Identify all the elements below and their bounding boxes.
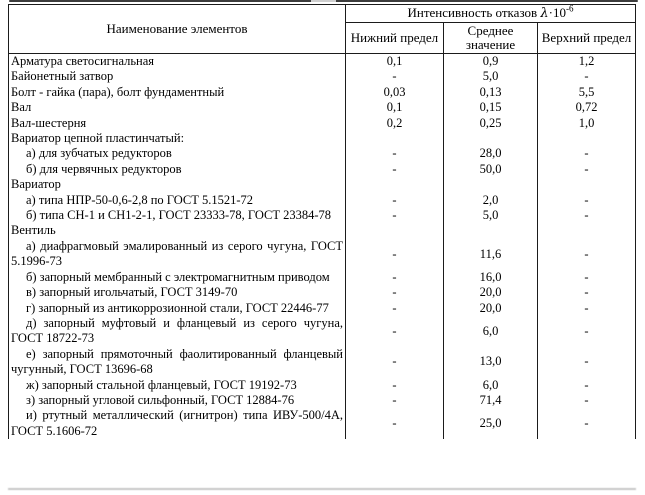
table-row: [9, 347, 636, 378]
average-value-cell: 16,0: [444, 270, 538, 285]
lower-limit-cell: -: [346, 347, 444, 378]
upper-limit-cell: -: [538, 393, 636, 408]
group-header-title: Интенсивность отказов: [407, 5, 538, 20]
element-name-cell: Вариатор: [9, 177, 346, 192]
column-header-element-name: Наименование элементов: [9, 5, 346, 54]
average-value-cell: 11,6: [444, 239, 538, 270]
element-name-cell: а) диафрагмовый эмалированный из серого чугуна, ГОСТ 5.1996-73: [9, 239, 346, 270]
average-value-cell: 0,9: [444, 54, 538, 70]
lower-limit-cell: -: [346, 301, 444, 316]
upper-limit-cell: [538, 223, 636, 238]
average-value-cell: 71,4: [444, 393, 538, 408]
lower-limit-cell: -: [346, 393, 444, 408]
column-group-header-failure-rate: [346, 5, 636, 23]
lower-limit-cell: -: [346, 378, 444, 393]
lower-limit-cell: [346, 131, 444, 146]
upper-limit-cell: -: [538, 193, 636, 208]
element-name-cell: Арматура светосигнальная: [9, 54, 346, 70]
upper-limit-cell: -: [538, 301, 636, 316]
table-row: [9, 285, 636, 300]
average-value-cell: 20,0: [444, 285, 538, 300]
upper-limit-cell: -: [538, 347, 636, 378]
table-row: [9, 270, 636, 285]
element-name-cell: Вариатор цепной пластинчатый:: [9, 131, 346, 146]
lower-limit-cell: 0,2: [346, 116, 444, 131]
element-name-cell: б) типа СН-1 и СН1-2-1, ГОСТ 23333-78, ГОСТ 23384-78: [9, 208, 346, 223]
table-row: [9, 393, 636, 408]
upper-limit-cell: [538, 177, 636, 192]
table-row: [9, 177, 636, 192]
average-value-cell: 28,0: [444, 146, 538, 161]
lower-limit-cell: -: [346, 69, 444, 84]
lower-limit-cell: -: [346, 208, 444, 223]
element-name-cell: Вентиль: [9, 223, 346, 238]
column-header-average-value: Среднее значение: [444, 23, 538, 54]
upper-limit-cell: -: [538, 316, 636, 347]
average-value-cell: 5,0: [444, 208, 538, 223]
upper-limit-cell: -: [538, 285, 636, 300]
table-row: [9, 239, 636, 270]
scan-artifact-top: [9, 0, 638, 2]
upper-limit-cell: -: [538, 208, 636, 223]
table-header: [9, 5, 636, 54]
lambda-symbol: λ: [540, 6, 549, 21]
element-name-cell: Болт - гайка (пара), болт фундаментный: [9, 85, 346, 100]
element-name-cell: а) типа НПР-50-0,6-2,8 по ГОСТ 5.1521-72: [9, 193, 346, 208]
element-name-cell: ж) запорный стальной фланцевый, ГОСТ 19192-73: [9, 378, 346, 393]
average-value-cell: 50,0: [444, 162, 538, 177]
average-value-cell: 20,0: [444, 301, 538, 316]
table-row: [9, 146, 636, 161]
scan-artifact-bottom: [8, 488, 636, 490]
average-value-cell: 6,0: [444, 316, 538, 347]
column-header-lower-limit: Нижний предел: [346, 23, 444, 54]
average-value-cell: 6,0: [444, 378, 538, 393]
lower-limit-cell: 0,03: [346, 85, 444, 100]
table-row: [9, 408, 636, 439]
table-row: [9, 223, 636, 238]
average-value-cell: 25,0: [444, 408, 538, 439]
table-row: [9, 85, 636, 100]
average-value-cell: 13,0: [444, 347, 538, 378]
element-name-cell: з) запорный угловой сильфонный, ГОСТ 12884-76: [9, 393, 346, 408]
table-row: [9, 100, 636, 115]
average-value-cell: 0,13: [444, 85, 538, 100]
upper-limit-cell: -: [538, 146, 636, 161]
element-name-cell: и) ртутный металлический (игнитрон) типа ИВУ-500/4А, ГОСТ 5.1606-72: [9, 408, 346, 439]
element-name-cell: г) запорный из антикоррозионной стали, ГОСТ 22446-77: [9, 301, 346, 316]
table-row: [9, 208, 636, 223]
lower-limit-cell: -: [346, 408, 444, 439]
header-group-row: [9, 5, 636, 23]
average-value-cell: 0,25: [444, 116, 538, 131]
table-row: [9, 193, 636, 208]
lower-limit-cell: -: [346, 146, 444, 161]
upper-limit-cell: 5,5: [538, 85, 636, 100]
upper-limit-cell: -: [538, 69, 636, 84]
table-row: [9, 316, 636, 347]
upper-limit-cell: -: [538, 162, 636, 177]
table-row: [9, 131, 636, 146]
lower-limit-cell: -: [346, 162, 444, 177]
table-row: [9, 378, 636, 393]
element-name-cell: б) запорный мембранный с электромагнитным приводом: [9, 270, 346, 285]
element-name-cell: е) запорный прямоточный фаолитированный фланцевый чугунный, ГОСТ 13696-68: [9, 347, 346, 378]
element-name-cell: а) для зубчатых редукторов: [9, 146, 346, 161]
upper-limit-cell: -: [538, 408, 636, 439]
lower-limit-cell: [346, 223, 444, 238]
upper-limit-cell: 0,72: [538, 100, 636, 115]
lower-limit-cell: -: [346, 285, 444, 300]
average-value-cell: 2,0: [444, 193, 538, 208]
upper-limit-cell: 1,0: [538, 116, 636, 131]
element-name-cell: б) для червячных редукторов: [9, 162, 346, 177]
element-name-cell: Байонетный затвор: [9, 69, 346, 84]
lower-limit-cell: -: [346, 316, 444, 347]
lower-limit-cell: 0,1: [346, 54, 444, 70]
table-row: [9, 69, 636, 84]
table-row: [9, 162, 636, 177]
table-row: [9, 54, 636, 70]
average-value-cell: 5,0: [444, 69, 538, 84]
element-name-cell: Вал: [9, 100, 346, 115]
upper-limit-cell: -: [538, 378, 636, 393]
average-value-cell: 0,15: [444, 100, 538, 115]
lower-limit-cell: 0,1: [346, 100, 444, 115]
upper-limit-cell: -: [538, 239, 636, 270]
table-row: [9, 116, 636, 131]
upper-limit-cell: [538, 131, 636, 146]
element-name-cell: Вал-шестерня: [9, 116, 346, 131]
lower-limit-cell: -: [346, 239, 444, 270]
lower-limit-cell: -: [346, 270, 444, 285]
lower-limit-cell: -: [346, 193, 444, 208]
upper-limit-cell: 1,2: [538, 54, 636, 70]
exponent: -6: [566, 4, 574, 14]
average-value-cell: [444, 177, 538, 192]
average-value-cell: [444, 223, 538, 238]
element-name-cell: в) запорный игольчатый, ГОСТ 3149-70: [9, 285, 346, 300]
upper-limit-cell: -: [538, 270, 636, 285]
column-header-upper-limit: Верхний предел: [538, 23, 636, 54]
lower-limit-cell: [346, 177, 444, 192]
power-of-ten: ·10: [548, 5, 566, 20]
element-name-cell: д) запорный муфтовый и фланцевый из серого чугуна, ГОСТ 18722-73: [9, 316, 346, 347]
table-row: [9, 301, 636, 316]
table-body: [9, 54, 636, 440]
average-value-cell: [444, 131, 538, 146]
failure-rate-table: [8, 4, 636, 439]
